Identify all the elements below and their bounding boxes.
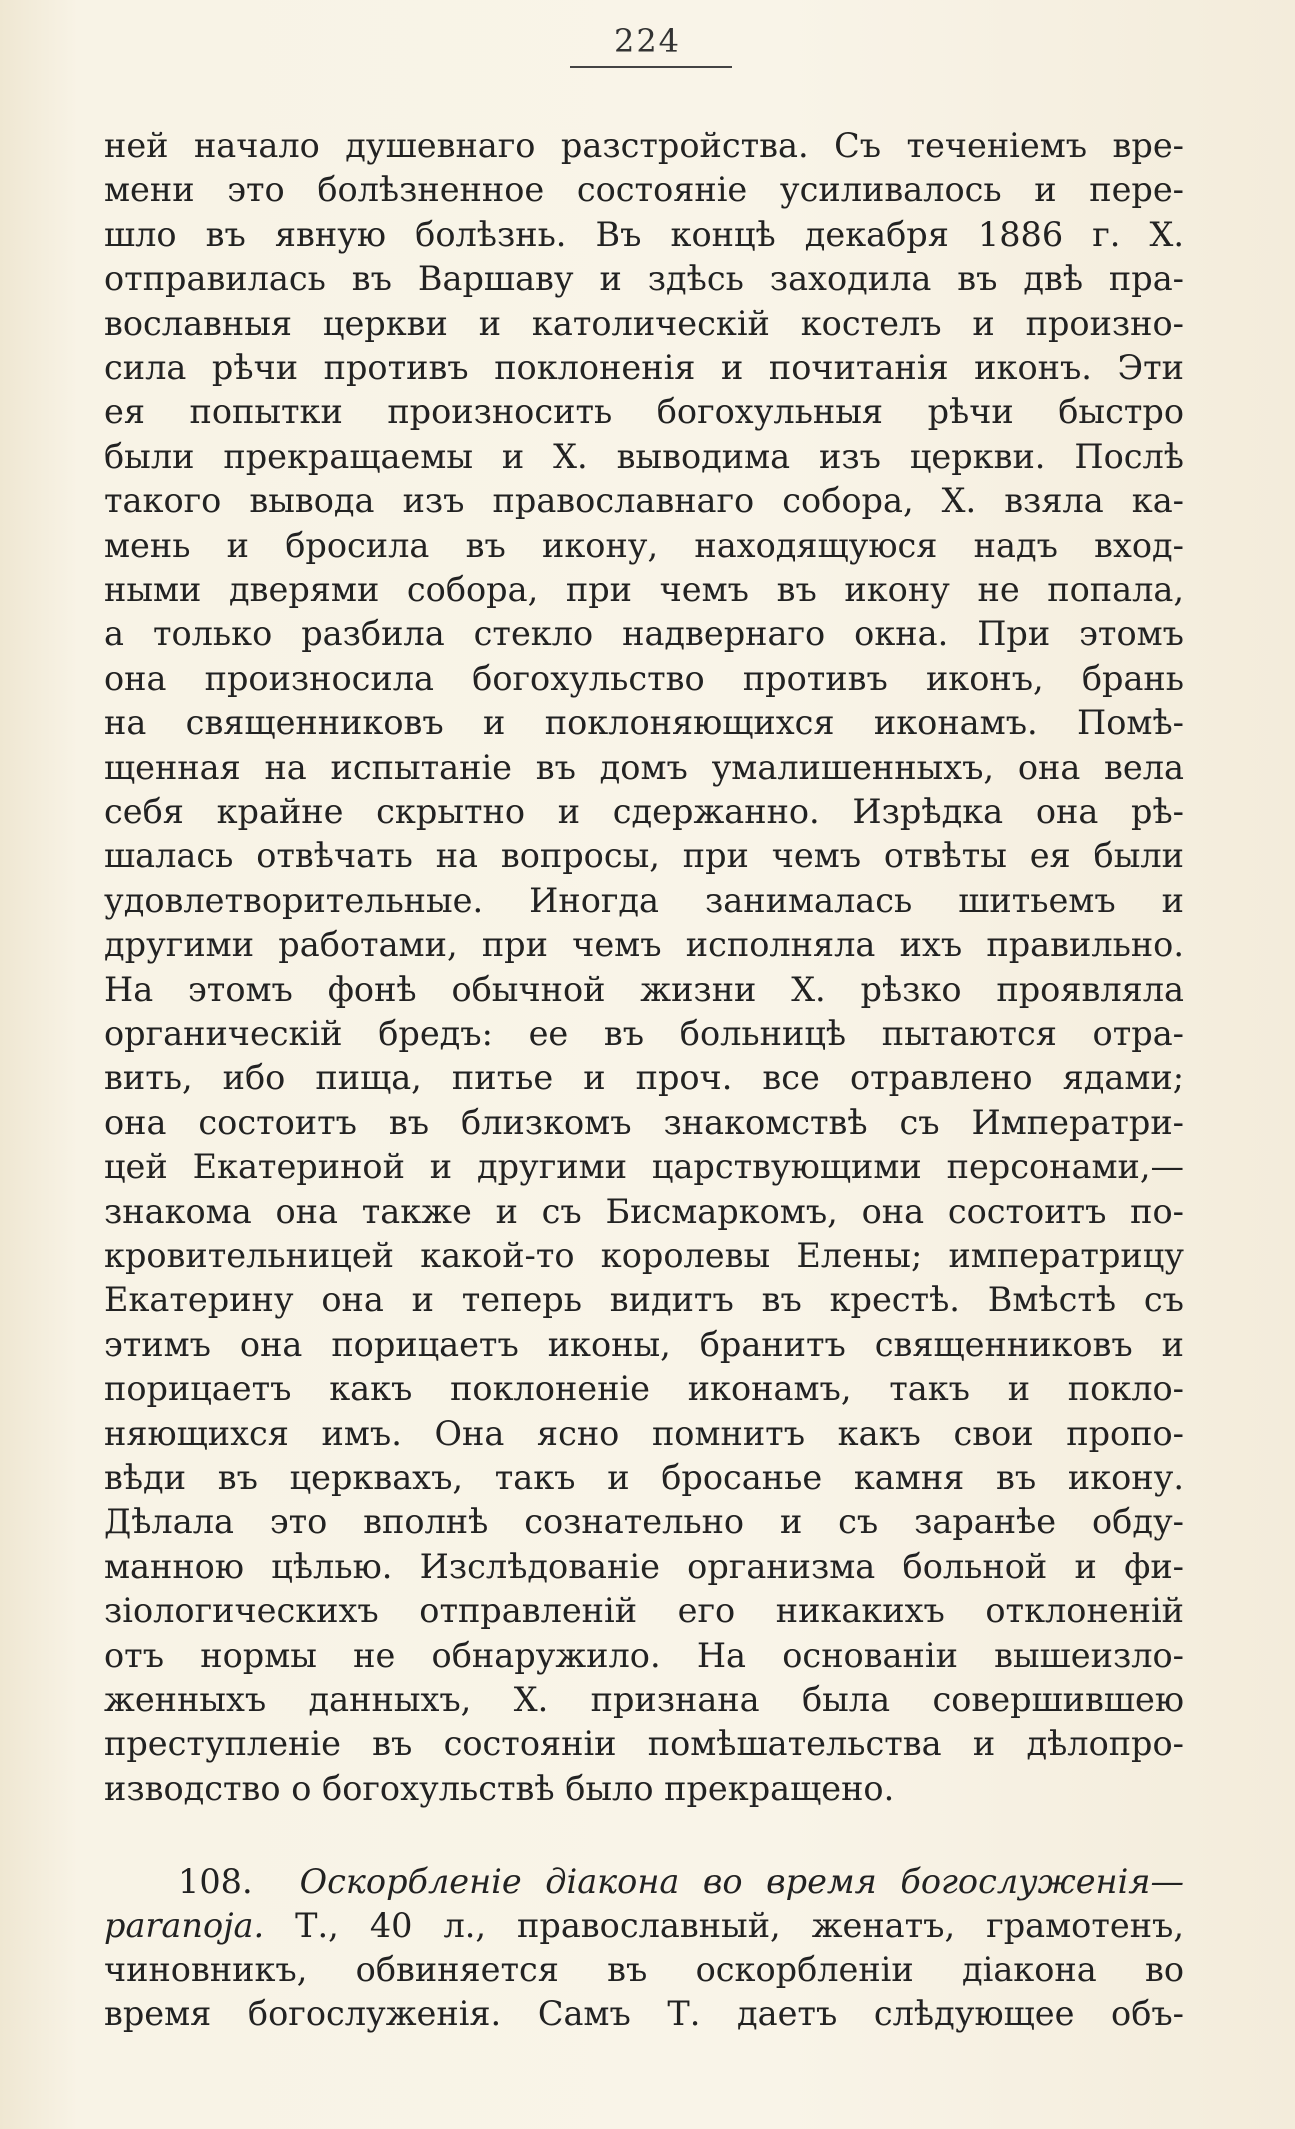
text-line: На этомъ фонѣ обычной жизни X. рѣзко проявляла xyxy=(104,970,1184,1009)
section-line: чиновникъ, обвиняется въ оскорбленіи діакона во xyxy=(104,1950,1184,1989)
text-line: себя крайне скрытно и сдержанно. Изрѣдка она рѣ- xyxy=(104,792,1184,831)
text-line: другими работами, при чемъ исполняла ихъ правильно. xyxy=(104,925,1184,964)
text-line: зіологическихъ отправленій его никакихъ отклоненій xyxy=(104,1591,1184,1630)
text-line: шло въ явную болѣзнь. Въ концѣ декабря 1886 г. X. xyxy=(104,215,1184,254)
text-line: шалась отвѣчать на вопросы, при чемъ отвѣты ея были xyxy=(104,836,1184,875)
text-line: были прекращаемы и X. выводима изъ церкви. Послѣ xyxy=(104,437,1184,476)
text-line: кровительницей какой-то королевы Елены; императрицу xyxy=(104,1236,1184,1275)
section-diagnosis: paranoja. xyxy=(104,1906,265,1945)
section-heading-line xyxy=(178,1860,1184,1904)
text-line: ней начало душевнаго разстройства. Съ теченіемъ вре- xyxy=(104,126,1184,165)
text-line: няющихся имъ. Она ясно помнитъ какъ свои пропо- xyxy=(104,1414,1184,1453)
section-title: Оскорбленіе діакона во время богослуженія— xyxy=(299,1862,1184,1901)
text-line: женныхъ данныхъ, X. признана была совершившею xyxy=(104,1680,1184,1719)
text-line: вѣди въ церквахъ, такъ и бросанье камня въ икону. xyxy=(104,1458,1184,1497)
text-line: цей Екатериной и другими царствующими персонами,— xyxy=(104,1147,1184,1186)
text-line: на священниковъ и поклоняющихся иконамъ. Помѣ- xyxy=(104,703,1184,742)
text-line: этимъ она порицаетъ иконы, бранитъ священниковъ и xyxy=(104,1325,1184,1364)
text-line: такого вывода изъ православнаго собора, X. взяла ка- xyxy=(104,481,1184,520)
text-line: ея попытки произносить богохульныя рѣчи быстро xyxy=(104,392,1184,431)
text-line: отъ нормы не обнаружило. На основаніи вышеизло- xyxy=(104,1636,1184,1675)
text-line: преступленіе въ состояніи помѣшательства и дѣлопро- xyxy=(104,1724,1184,1763)
text-line: ными дверями собора, при чемъ въ икону не попала, xyxy=(104,570,1184,609)
text-line: вить, ибо пища, питье и проч. все отравлено ядами; xyxy=(104,1058,1184,1097)
text-line: знакома она также и съ Бисмаркомъ, она состоитъ по- xyxy=(104,1192,1184,1231)
section-text: Т., 40 л., православный, женатъ, грамотенъ, xyxy=(295,1906,1184,1945)
text-line: Екатерину она и теперь видитъ въ крестѣ. Вмѣстѣ съ xyxy=(104,1280,1184,1319)
text-line: органическій бредъ: ее въ больницѣ пытаются отра- xyxy=(104,1014,1184,1053)
text-line: мень и бросила въ икону, находящуюся надъ вход- xyxy=(104,526,1184,565)
text-line: щенная на испытаніе въ домъ умалишенныхъ, она вела xyxy=(104,748,1184,787)
text-line: удовлетворительные. Иногда занималась шитьемъ и xyxy=(104,881,1184,920)
text-line: вославныя церкви и католическій костелъ и произно- xyxy=(104,304,1184,343)
text-line: Дѣлала это вполнѣ сознательно и съ заранѣе обду- xyxy=(104,1502,1184,1541)
text-line: она произносила богохульство противъ иконъ, брань xyxy=(104,659,1184,698)
text-line: а только разбила стекло надвернаго окна. При этомъ xyxy=(104,614,1184,653)
section-number: 108. xyxy=(178,1862,253,1901)
text-line: она состоитъ въ близкомъ знакомствѣ съ Императри- xyxy=(104,1103,1184,1142)
text-line: отправилась въ Варшаву и здѣсь заходила въ двѣ пра- xyxy=(104,259,1184,298)
section-line xyxy=(104,1904,1184,1948)
text-line: порицаетъ какъ поклоненіе иконамъ, такъ и покло- xyxy=(104,1369,1184,1408)
header-rule xyxy=(570,66,732,68)
text-line: манною цѣлью. Изслѣдованіе организма больной и фи- xyxy=(104,1547,1184,1586)
section-line: время богослуженія. Самъ Т. даетъ слѣдующее объ- xyxy=(104,1994,1184,2033)
text-line: мени это болѣзненное состояніе усиливалось и пере- xyxy=(104,170,1184,209)
text-line: изводство о богохульствѣ было прекращено. xyxy=(104,1769,895,1808)
page-number: 224 xyxy=(613,22,682,60)
text-line: сила рѣчи противъ поклоненія и почитанія иконъ. Эти xyxy=(104,348,1184,387)
